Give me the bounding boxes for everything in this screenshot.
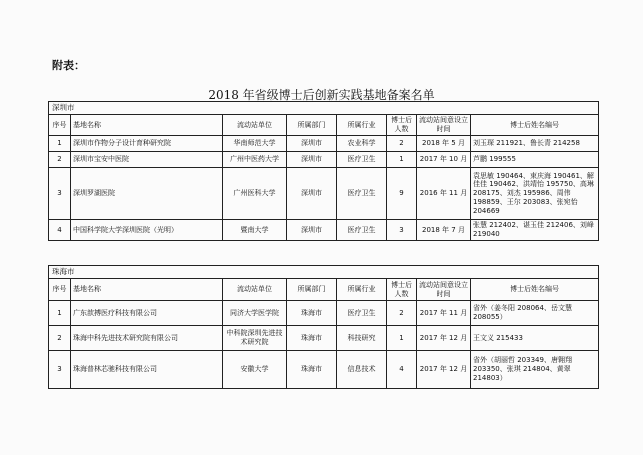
header-time: 流动站间意设立时间 — [417, 279, 471, 301]
table-row — [49, 220, 599, 241]
cell-name: 中国科学院大学深圳医院（光明） — [71, 220, 223, 241]
cell-postdocs: 省外（姜冬阳 208064、岳文慧 208055） — [471, 301, 599, 326]
header-industry: 所属行业 — [337, 279, 387, 301]
header-count: 博士后人数 — [387, 279, 417, 301]
cell-postdocs: 袁思敏 190464、束庆海 190461、解佳佳 190462、洪靖怡 195750、高琳 208175、刘杰 195986、周伟 198859、王尔 203083、张宛怡 204669 — [471, 168, 599, 220]
zhuhai-table — [48, 265, 599, 389]
cell-dept: 深圳市 — [287, 152, 337, 168]
cell-industry: 农业科学 — [337, 136, 387, 152]
cell-time: 2017 年 10 月 — [417, 152, 471, 168]
cell-name: 深圳罗湖医院 — [71, 168, 223, 220]
cell-dept: 深圳市 — [287, 168, 337, 220]
table-row — [49, 301, 599, 326]
cell-time: 2017 年 11 月 — [417, 301, 471, 326]
cell-count: 1 — [387, 326, 417, 351]
header-count: 博士后人数 — [387, 115, 417, 136]
cell-industry: 信息技术 — [337, 351, 387, 389]
header-postdocs: 博士后姓名编号 — [471, 279, 599, 301]
header-row — [49, 279, 599, 301]
cell-dept: 珠海市 — [287, 351, 337, 389]
annex-label: 附表： — [52, 59, 85, 72]
cell-station: 安徽大学 — [223, 351, 287, 389]
cell-count: 2 — [387, 136, 417, 152]
cell-postdocs: 刘玉琛 211921、鲁长青 214258 — [471, 136, 599, 152]
cell-name: 珠海中科先进技术研究院有限公司 — [71, 326, 223, 351]
cell-name: 深圳市宝安中医院 — [71, 152, 223, 168]
document-title: 2018 年省级博士后创新实践基地备案名单 — [208, 88, 435, 102]
cell-no: 2 — [49, 326, 71, 351]
cell-time: 2017 年 12 月 — [417, 351, 471, 389]
header-row — [49, 115, 599, 136]
cell-industry: 科技研究 — [337, 326, 387, 351]
cell-station: 暨南大学 — [223, 220, 287, 241]
cell-count: 2 — [387, 301, 417, 326]
cell-no: 4 — [49, 220, 71, 241]
cell-postdocs: 张慧 212402、谌玉佳 212406、刘峰 219040 — [471, 220, 599, 241]
cell-dept: 深圳市 — [287, 220, 337, 241]
cell-industry: 医疗卫生 — [337, 301, 387, 326]
cell-dept: 深圳市 — [287, 136, 337, 152]
cell-postdocs: 省外（胡丽哲 203349、唐翱翔 203350、张琪 214804、黄翠 214803） — [471, 351, 599, 389]
cell-count: 9 — [387, 168, 417, 220]
section-name: 深圳市 — [49, 102, 599, 115]
cell-station: 广州医科大学 — [223, 168, 287, 220]
cell-no: 1 — [49, 301, 71, 326]
section-row — [49, 266, 599, 279]
cell-name: 深圳市作物分子设计育种研究院 — [71, 136, 223, 152]
section-name: 珠海市 — [49, 266, 599, 279]
cell-postdocs: 王文义 215433 — [471, 326, 599, 351]
cell-time: 2018 年 5 月 — [417, 136, 471, 152]
cell-station: 中科院深圳先进技术研究院 — [223, 326, 287, 351]
cell-dept: 珠海市 — [287, 301, 337, 326]
table-row — [49, 326, 599, 351]
header-name: 基地名称 — [71, 115, 223, 136]
cell-no: 3 — [49, 168, 71, 220]
cell-postdocs: 芦鹏 199555 — [471, 152, 599, 168]
cell-time: 2018 年 7 月 — [417, 220, 471, 241]
section-row — [49, 102, 599, 115]
table-row — [49, 152, 599, 168]
cell-no: 3 — [49, 351, 71, 389]
cell-count: 1 — [387, 152, 417, 168]
cell-station: 同济大学医学院 — [223, 301, 287, 326]
cell-count: 4 — [387, 351, 417, 389]
cell-dept: 珠海市 — [287, 326, 337, 351]
header-no: 序号 — [49, 279, 71, 301]
header-time: 流动站间意设立时间 — [417, 115, 471, 136]
cell-time: 2016 年 11 月 — [417, 168, 471, 220]
cell-industry: 医疗卫生 — [337, 220, 387, 241]
shenzhen-table — [48, 101, 599, 241]
cell-no: 1 — [49, 136, 71, 152]
cell-count: 3 — [387, 220, 417, 241]
header-no: 序号 — [49, 115, 71, 136]
cell-station: 华南师范大学 — [223, 136, 287, 152]
cell-station: 广州中医药大学 — [223, 152, 287, 168]
header-station: 流动站单位 — [223, 115, 287, 136]
header-dept: 所属部门 — [287, 279, 337, 301]
header-station: 流动站单位 — [223, 279, 287, 301]
cell-name: 广东歆搏医疗科技有限公司 — [71, 301, 223, 326]
cell-industry: 医疗卫生 — [337, 152, 387, 168]
header-postdocs: 博士后姓名编号 — [471, 115, 599, 136]
header-industry: 所属行业 — [337, 115, 387, 136]
cell-no: 2 — [49, 152, 71, 168]
table-row — [49, 351, 599, 389]
cell-time: 2017 年 12 月 — [417, 326, 471, 351]
cell-name: 珠海普林芯驰科技有限公司 — [71, 351, 223, 389]
cell-industry: 医疗卫生 — [337, 168, 387, 220]
header-dept: 所属部门 — [287, 115, 337, 136]
table-row — [49, 168, 599, 220]
table-row — [49, 136, 599, 152]
header-name: 基地名称 — [71, 279, 223, 301]
